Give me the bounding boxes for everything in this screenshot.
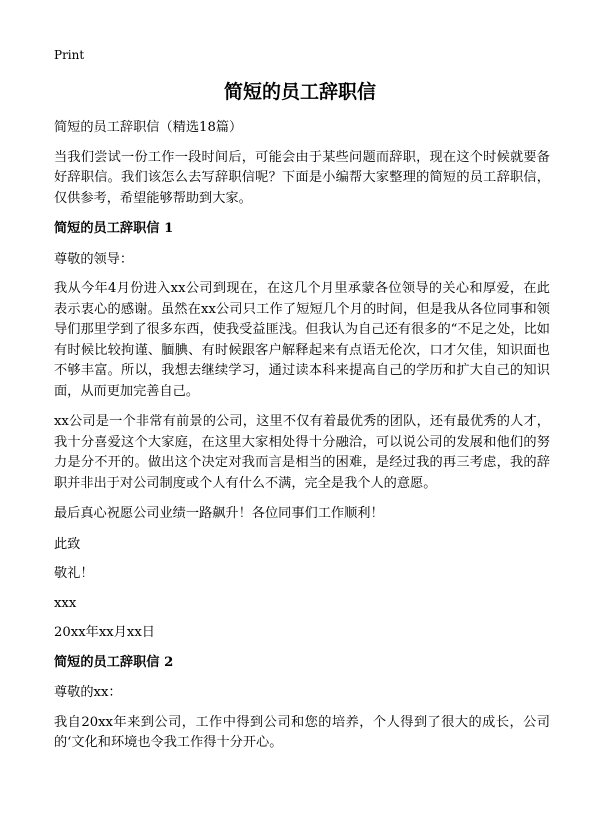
letter-2-paragraph-1: 我自20xx年来到公司，工作中得到公司和您的培养，个人得到了很大的成长，公司的‘文化和环境也令我工作得十分开心。 bbox=[54, 714, 550, 750]
letter-1-heading: 简短的员工辞职信 1 bbox=[54, 221, 174, 236]
page-title: 简短的员工辞职信 bbox=[223, 81, 376, 103]
letter-1-signature: xxx bbox=[54, 595, 77, 611]
letter-1-paragraph-1: 我从今年4月份进入xx公司到现在，在这几个月里承蒙各位领导的关心和厚爱，在此表示衷心的感谢。虽然在xx公司只工作了短短几个月的时间，但是我从各位同事和领导们那里学到了很多东西，使我受益匪浅。但我认为自己还有很多的“不足之处，比如有时候比较拘谨、腼腆、有时候跟客户解释起来有点语无伦次，口才欠佳，知识面也不够丰富。所以，我想去继续学习，通过读本科来提高自己的学历和扩大自己的知识面，从而更加完善自己。 bbox=[54, 281, 550, 399]
document-subtitle: 简短的员工辞职信（精选18篇） bbox=[54, 120, 243, 135]
print-link[interactable]: Print bbox=[54, 48, 85, 62]
letter-1-closing-1: 此致 bbox=[54, 536, 81, 552]
letter-1-paragraph-2: xx公司是一个非常有前景的公司，这里不仅有着最优秀的团队，还有最优秀的人才，我十分喜爱这个大家庭，在这里大家相处得十分融洽，可以说公司的发展和他们的努力是分不开的。做出这个决定对我而言是相当的困难，是经过我的再三考虑，我的辞职并非出于对公司制度或个人有什么不满，完全是我个人的意愿。 bbox=[54, 414, 550, 491]
intro-paragraph: 当我们尝试一份工作一段时间后，可能会由于某些问题而辞职，现在这个时候就要备好辞职信。我们该怎么去写辞职信呢？下面是小编帮大家整理的简短的员工辞职信，仅供参考，希望能够帮助到大家。 bbox=[54, 149, 550, 206]
letter-2-greeting: 尊敬的xx： bbox=[54, 685, 122, 700]
letter-1-paragraph-3: 最后真心祝愿公司业绩一路飙升！各位同事们工作顺利！ bbox=[54, 506, 384, 521]
letter-1-date: 20xx年xx月xx日 bbox=[54, 625, 155, 640]
letter-2-heading: 简短的员工辞职信 2 bbox=[54, 654, 174, 670]
letter-1-greeting: 尊敬的领导： bbox=[54, 251, 134, 267]
document-body bbox=[54, 118, 550, 764]
letter-1-closing-2: 敬礼！ bbox=[54, 566, 94, 581]
